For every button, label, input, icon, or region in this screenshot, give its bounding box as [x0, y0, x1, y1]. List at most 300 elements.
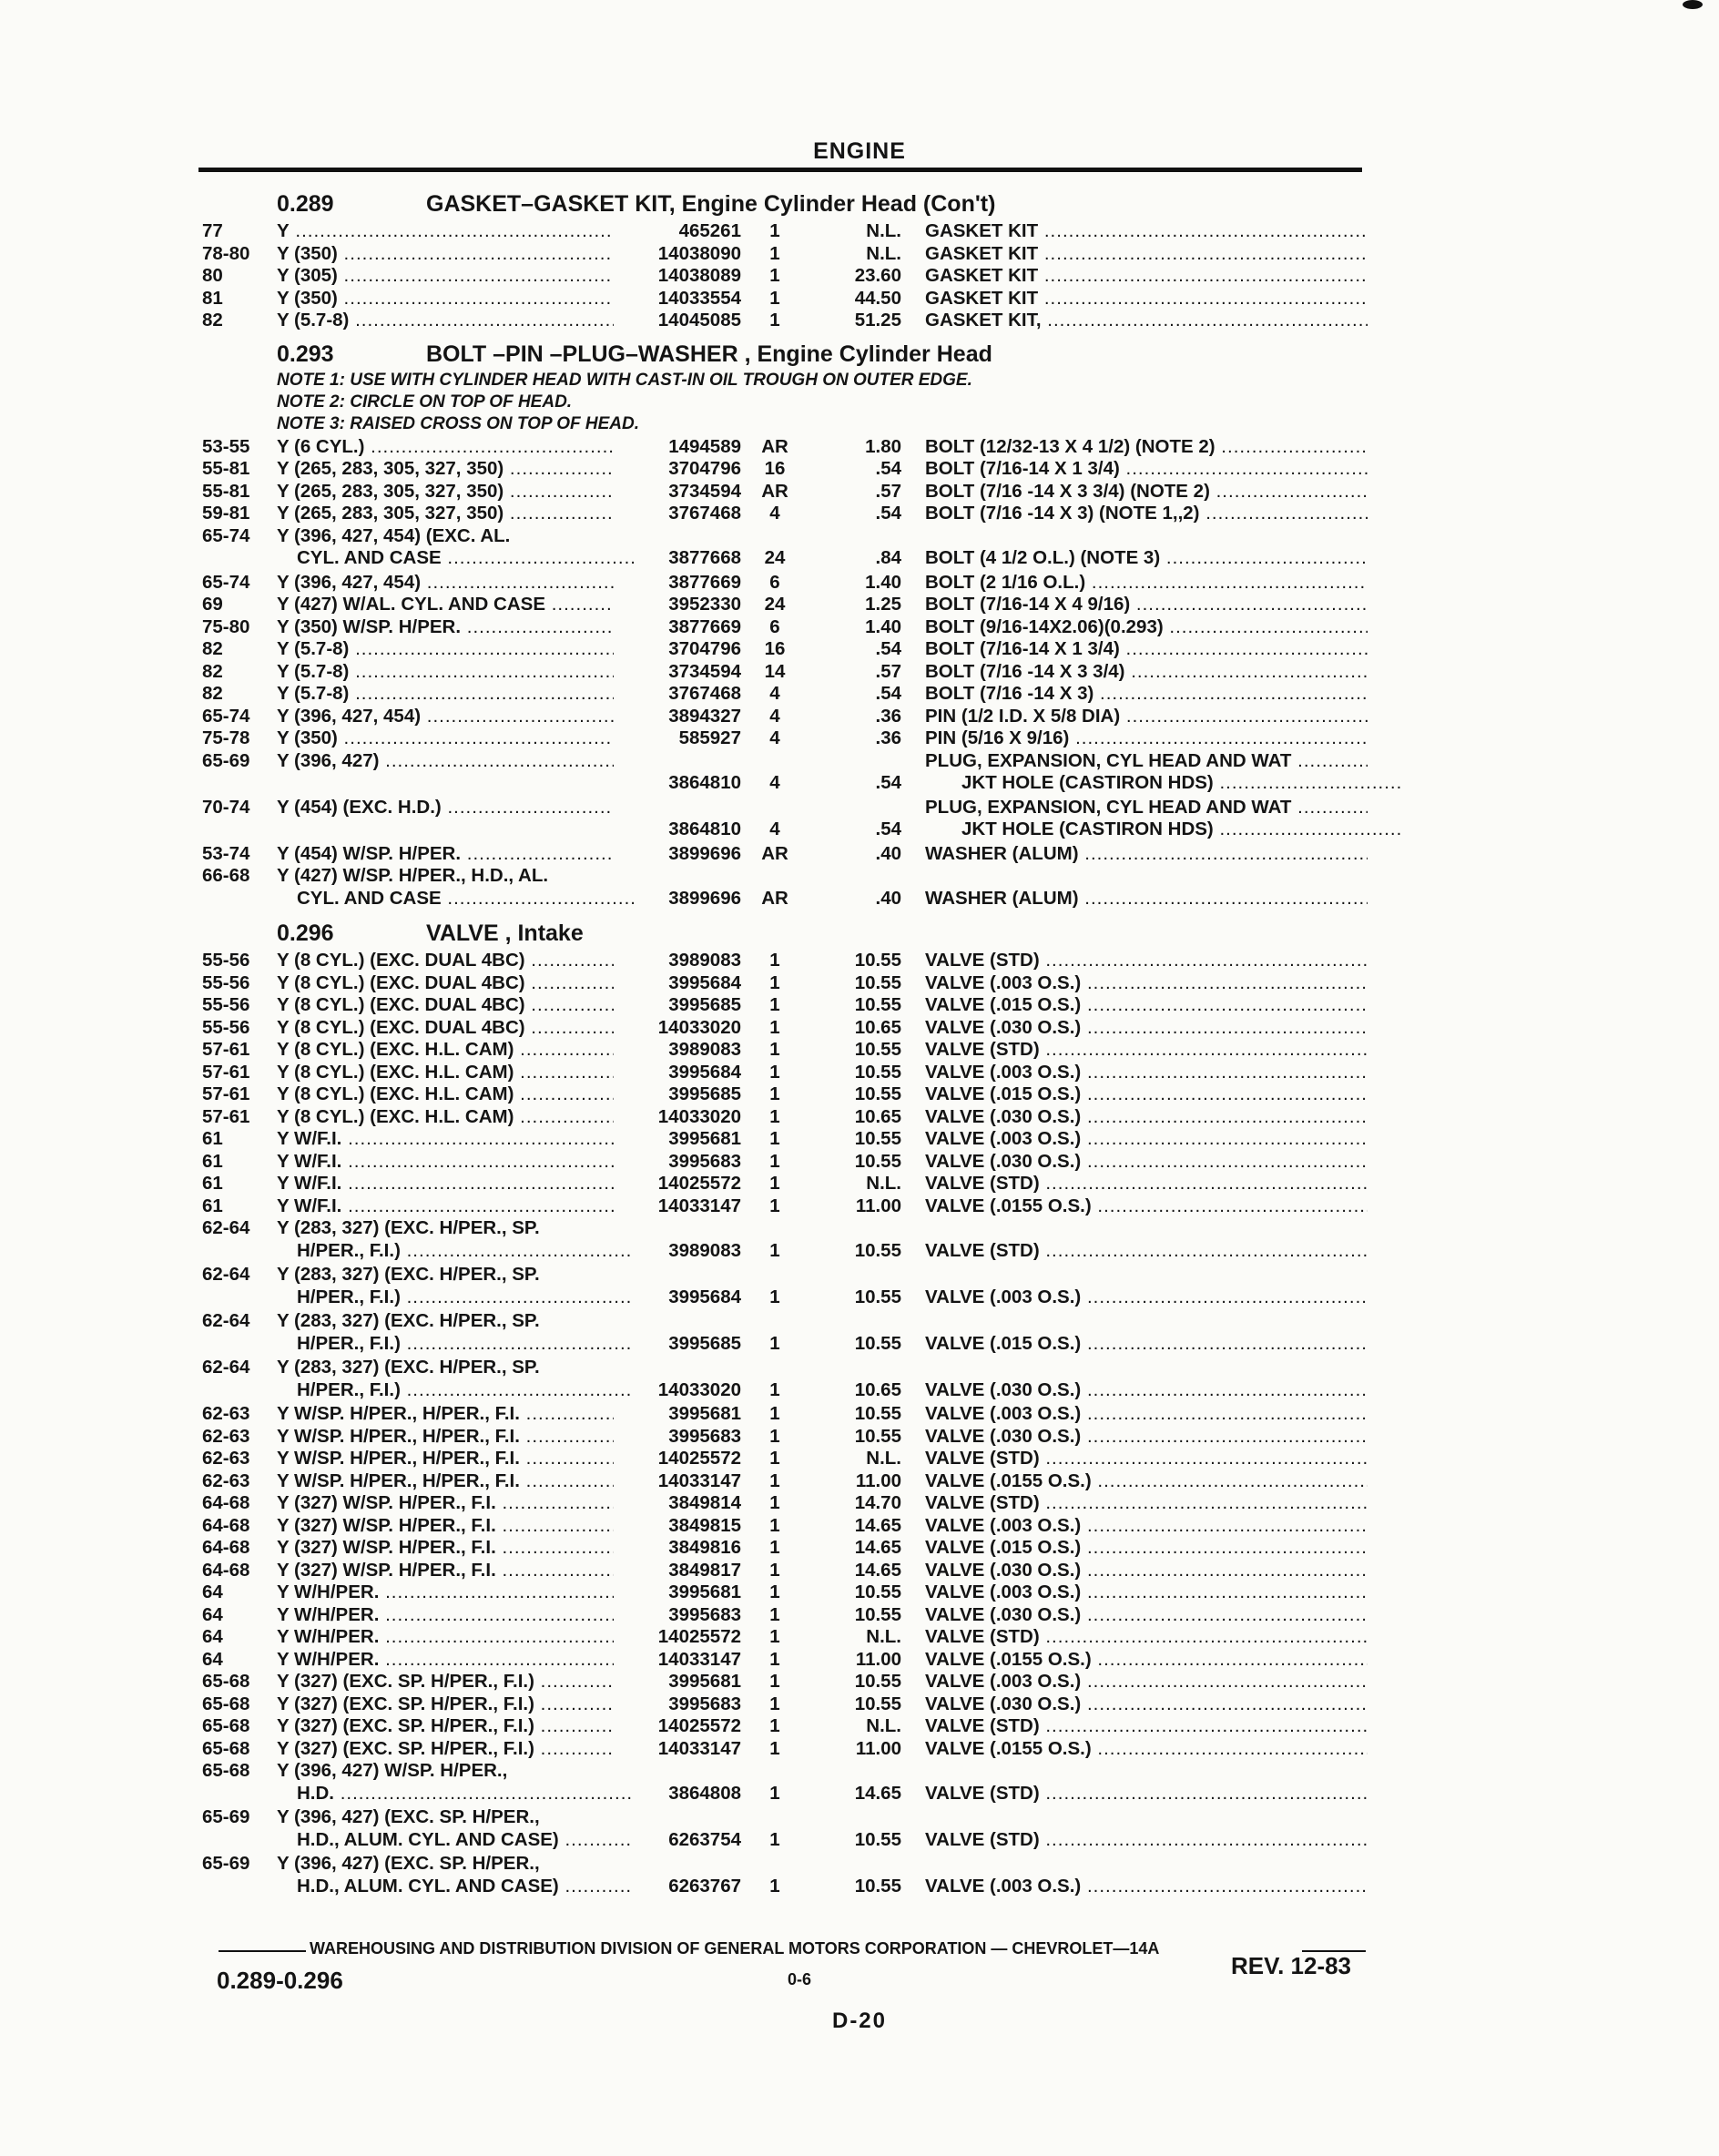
- part-number: 3995683: [668, 1425, 741, 1447]
- model-years: 65-68: [202, 1671, 250, 1692]
- model-years: 65-68: [202, 1693, 250, 1714]
- part-number: 6263767: [668, 1875, 741, 1897]
- application-desc: Y (396, 427) .....: [277, 750, 614, 772]
- model-years: 55-81: [202, 480, 250, 502]
- part-name: VALVE (.030 O.S.) .....: [925, 1604, 1368, 1626]
- part-name: WASHER (ALUM) .....: [925, 888, 1368, 910]
- application-desc: Y (350) .....: [277, 288, 614, 310]
- model-years: 53-55: [202, 435, 250, 457]
- application-desc: H/PER., F.I.) .....: [277, 1379, 634, 1401]
- part-name: BOLT (7/16 -14 X 3 3/4) (NOTE 2) .....: [925, 481, 1368, 503]
- footer-division: WAREHOUSING AND DISTRIBUTION DIVISION OF GENERAL MOTORS CORPORATION — CHEVROLET—14A: [310, 1939, 1160, 1958]
- model-years: 64-68: [202, 1492, 250, 1513]
- quantity: 1: [769, 1626, 780, 1647]
- model-years: 77: [202, 220, 223, 241]
- part-number: 3899696: [668, 842, 741, 864]
- price: 10.55: [854, 1693, 901, 1714]
- application-desc: Y (283, 327) (EXC. H/PER., SP.: [277, 1310, 540, 1331]
- table-row: [0, 1128, 1719, 1151]
- table-row: [0, 594, 1719, 616]
- model-years: 62-64: [202, 1264, 250, 1285]
- part-number: 3995683: [668, 1603, 741, 1625]
- price: 10.65: [854, 1105, 901, 1127]
- application-desc: CYL. AND CASE .....: [277, 888, 634, 910]
- table-row: [0, 972, 1719, 995]
- model-years: 55-56: [202, 950, 250, 971]
- part-number: 3877669: [668, 615, 741, 637]
- quantity: 1: [769, 1039, 780, 1060]
- model-years: 64: [202, 1581, 223, 1602]
- application-desc: Y (283, 327) (EXC. H/PER., SP.: [277, 1357, 540, 1378]
- model-years: 62-64: [202, 1217, 250, 1238]
- part-number: 6263754: [668, 1828, 741, 1850]
- table-row: [0, 1560, 1719, 1582]
- part-number: 3952330: [668, 594, 741, 615]
- part-name: VALVE (.003 O.S.) .....: [925, 1671, 1368, 1693]
- table-row: [0, 1492, 1719, 1515]
- table-row: [0, 1310, 1719, 1355]
- price: 14.65: [854, 1514, 901, 1536]
- table-row: [0, 1671, 1719, 1693]
- part-name: VALVE (STD) .....: [925, 1829, 1368, 1851]
- part-number: 3849814: [668, 1492, 741, 1513]
- part-name: VALVE (.015 O.S.) .....: [925, 1333, 1368, 1355]
- price: .54: [875, 503, 901, 524]
- application-desc: Y (427) W/AL. CYL. AND CASE .....: [277, 594, 614, 615]
- quantity: 1: [769, 1083, 780, 1104]
- part-name: VALVE (.030 O.S.) .....: [925, 1426, 1368, 1448]
- quantity: 1: [769, 1173, 780, 1194]
- model-years: 61: [202, 1195, 223, 1216]
- table-row: [0, 1403, 1719, 1426]
- model-years: 65-69: [202, 1806, 250, 1827]
- quantity: 1: [769, 1150, 780, 1172]
- part-name: VALVE (.003 O.S.) .....: [925, 1062, 1368, 1083]
- part-name: JKT HOLE (CASTIRON HDS) .....: [925, 819, 1404, 840]
- table-row: [0, 1195, 1719, 1218]
- part-number: 14025572: [657, 1448, 741, 1469]
- model-years: 70-74: [202, 796, 250, 818]
- application-desc: Y (327) W/SP. H/PER., F.I. .....: [277, 1492, 614, 1514]
- application-desc: Y (396, 427, 454) .....: [277, 706, 614, 727]
- price: 14.70: [854, 1492, 901, 1513]
- part-name: WASHER (ALUM) .....: [925, 843, 1368, 865]
- price: 10.55: [854, 1581, 901, 1602]
- quantity: AR: [761, 435, 788, 457]
- application-desc: Y (5.7-8) .....: [277, 638, 614, 660]
- part-number: 14033147: [657, 1737, 741, 1759]
- price: .54: [875, 772, 901, 793]
- table-row: [0, 1515, 1719, 1538]
- section-note: NOTE 2: CIRCLE ON TOP OF HEAD.: [277, 392, 573, 412]
- application-desc: Y (5.7-8) .....: [277, 310, 614, 331]
- price: N.L.: [866, 1715, 901, 1736]
- quantity: 1: [769, 1470, 780, 1491]
- table-row: [0, 458, 1719, 481]
- quantity: 4: [769, 772, 780, 793]
- table-row: [0, 616, 1719, 639]
- page-number: D-20: [831, 2009, 888, 2033]
- application-desc: Y (396, 427) (EXC. SP. H/PER.,: [277, 1806, 540, 1827]
- table-row: [0, 1264, 1719, 1308]
- model-years: 64: [202, 1648, 223, 1670]
- price: 10.55: [854, 1671, 901, 1692]
- application-desc: Y (396, 427) (EXC. SP. H/PER.,: [277, 1853, 540, 1874]
- model-years: 65-69: [202, 1853, 250, 1874]
- table-row: [0, 683, 1719, 706]
- part-name: VALVE (.0155 O.S.) .....: [925, 1470, 1368, 1492]
- part-number: 3995684: [668, 1286, 741, 1307]
- part-name: VALVE (.030 O.S.) .....: [925, 1379, 1368, 1401]
- part-number: 3995684: [668, 1061, 741, 1083]
- table-row: [0, 220, 1719, 243]
- part-name: VALVE (.030 O.S.) .....: [925, 1106, 1368, 1128]
- table-row: [0, 843, 1719, 866]
- model-years: 62-63: [202, 1425, 250, 1447]
- part-name: GASKET KIT .....: [925, 288, 1368, 310]
- price: 10.55: [854, 1239, 901, 1261]
- part-name: VALVE (.0155 O.S.) .....: [925, 1738, 1368, 1760]
- price: 51.25: [854, 310, 901, 331]
- part-number: 3734594: [668, 480, 741, 502]
- part-number: 465261: [678, 220, 741, 241]
- part-name: PLUG, EXPANSION, CYL HEAD AND WAT .....: [925, 797, 1368, 819]
- application-desc: Y W/H/PER. .....: [277, 1649, 614, 1671]
- price: 1.25: [865, 594, 901, 615]
- table-row: [0, 1151, 1719, 1174]
- model-years: 64-68: [202, 1559, 250, 1581]
- price: 10.55: [854, 1039, 901, 1060]
- application-desc: Y (265, 283, 305, 327, 350) .....: [277, 503, 614, 524]
- part-number: 14045085: [657, 310, 741, 331]
- table-row: [0, 1806, 1719, 1851]
- section-title: BOLT –PIN –PLUG–WASHER , Engine Cylinder Head: [426, 341, 992, 367]
- price: 10.55: [854, 1828, 901, 1850]
- application-desc: Y W/SP. H/PER., H/PER., F.I. .....: [277, 1426, 614, 1448]
- part-name: VALVE (STD) .....: [925, 1783, 1368, 1805]
- quantity: 14: [764, 660, 786, 682]
- model-years: 64-68: [202, 1537, 250, 1558]
- part-number: 14033020: [657, 1016, 741, 1038]
- quantity: 16: [764, 458, 786, 479]
- price: .36: [875, 705, 901, 727]
- table-row: [0, 1581, 1719, 1604]
- part-name: BOLT (7/16-14 X 1 3/4) .....: [925, 458, 1368, 480]
- part-number: 3704796: [668, 458, 741, 479]
- price: 10.55: [854, 1403, 901, 1424]
- price: 14.65: [854, 1537, 901, 1558]
- table-row: [0, 503, 1719, 525]
- application-desc: Y (305) .....: [277, 265, 614, 287]
- application-desc: Y (5.7-8) .....: [277, 661, 614, 683]
- part-name: VALVE (.030 O.S.) .....: [925, 1017, 1368, 1039]
- quantity: 1: [769, 1603, 780, 1625]
- part-number: 3899696: [668, 887, 741, 909]
- quantity: 1: [769, 971, 780, 993]
- application-desc: Y (8 CYL.) (EXC. DUAL 4BC) .....: [277, 1017, 614, 1039]
- price: .40: [875, 842, 901, 864]
- part-number: 3849815: [668, 1514, 741, 1536]
- price: 10.55: [854, 1286, 901, 1307]
- part-name: GASKET KIT .....: [925, 243, 1368, 265]
- quantity: 4: [769, 819, 780, 839]
- price: 11.00: [855, 1737, 901, 1759]
- table-row: [0, 1715, 1719, 1738]
- price: 10.55: [854, 1603, 901, 1625]
- part-number: 3704796: [668, 638, 741, 659]
- part-number: 14025572: [657, 1626, 741, 1647]
- price: 14.65: [854, 1559, 901, 1581]
- quantity: 1: [769, 1648, 780, 1670]
- table-row: [0, 1426, 1719, 1449]
- part-name: GASKET KIT, .....: [925, 310, 1368, 331]
- price: 10.55: [854, 950, 901, 971]
- table-row: [0, 797, 1719, 841]
- model-years: 65-74: [202, 524, 250, 546]
- price: N.L.: [866, 1173, 901, 1194]
- price: 23.60: [854, 265, 901, 286]
- part-number: 3995681: [668, 1581, 741, 1602]
- application-desc: Y (283, 327) (EXC. H/PER., SP.: [277, 1264, 540, 1285]
- section-number: 0.289: [277, 191, 334, 217]
- part-number: 3995681: [668, 1128, 741, 1149]
- application-desc: Y (350) .....: [277, 727, 614, 749]
- application-desc: Y (6 CYL.) .....: [277, 436, 614, 458]
- model-years: 65-74: [202, 705, 250, 727]
- price: .57: [875, 660, 901, 682]
- application-desc: Y (327) (EXC. SP. H/PER., F.I.) .....: [277, 1693, 614, 1715]
- application-desc: Y (396, 427) W/SP. H/PER.,: [277, 1760, 508, 1781]
- table-row: [0, 265, 1719, 288]
- part-name: VALVE (.003 O.S.) .....: [925, 1515, 1368, 1537]
- table-row: [0, 1083, 1719, 1106]
- table-row: [0, 436, 1719, 459]
- application-desc: Y W/SP. H/PER., H/PER., F.I. .....: [277, 1403, 614, 1425]
- part-name: VALVE (.003 O.S.) .....: [925, 1403, 1368, 1425]
- model-years: 64-68: [202, 1514, 250, 1536]
- application-desc: Y (327) W/SP. H/PER., F.I. .....: [277, 1515, 614, 1537]
- quantity: 1: [769, 1425, 780, 1447]
- quantity: 24: [764, 547, 786, 568]
- part-number: 3877668: [668, 547, 741, 568]
- model-years: 78-80: [202, 242, 250, 264]
- application-desc: Y (8 CYL.) (EXC. H.L. CAM) .....: [277, 1106, 614, 1128]
- application-desc: Y (8 CYL.) (EXC. H.L. CAM) .....: [277, 1083, 614, 1105]
- application-desc: Y (8 CYL.) (EXC. DUAL 4BC) .....: [277, 994, 614, 1016]
- part-number: 14033147: [657, 1195, 741, 1216]
- model-years: 62-64: [202, 1310, 250, 1331]
- quantity: 1: [769, 220, 780, 241]
- model-years: 57-61: [202, 1105, 250, 1127]
- application-desc: Y .....: [277, 220, 614, 242]
- quantity: 4: [769, 705, 780, 727]
- quantity: 4: [769, 503, 780, 524]
- part-number: 3989083: [668, 1039, 741, 1060]
- part-number: 3989083: [668, 1239, 741, 1261]
- model-years: 64: [202, 1603, 223, 1625]
- table-row: [0, 706, 1719, 728]
- price: N.L.: [866, 1626, 901, 1647]
- model-years: 69: [202, 594, 223, 615]
- application-desc: CYL. AND CASE .....: [277, 547, 634, 569]
- quantity: 1: [769, 1492, 780, 1513]
- part-number: 3995681: [668, 1403, 741, 1424]
- part-number: 3995685: [668, 1083, 741, 1104]
- price: .84: [875, 547, 901, 568]
- part-name: VALVE (.0155 O.S.) .....: [925, 1649, 1368, 1671]
- table-row: [0, 727, 1719, 750]
- quantity: 1: [769, 950, 780, 971]
- footer-section-range: 0.289-0.296: [217, 1967, 343, 1994]
- price: N.L.: [866, 1448, 901, 1469]
- price: N.L.: [866, 220, 901, 241]
- quantity: 1: [769, 1715, 780, 1736]
- application-desc: H.D., ALUM. CYL. AND CASE) .....: [277, 1876, 634, 1897]
- quantity: 1: [769, 1105, 780, 1127]
- part-name: GASKET KIT .....: [925, 265, 1368, 287]
- part-number: 3864808: [668, 1782, 741, 1804]
- model-years: 75-80: [202, 615, 250, 637]
- table-row: [0, 1693, 1719, 1716]
- quantity: 1: [769, 1128, 780, 1149]
- quantity: 24: [764, 594, 786, 615]
- part-number: 3864810: [668, 772, 741, 793]
- table-row: [0, 994, 1719, 1017]
- application-desc: Y (283, 327) (EXC. H/PER., SP.: [277, 1217, 540, 1238]
- part-number: 14025572: [657, 1173, 741, 1194]
- quantity: 4: [769, 683, 780, 704]
- application-desc: Y (454) W/SP. H/PER. .....: [277, 843, 614, 865]
- price: 10.65: [854, 1016, 901, 1038]
- part-name: VALVE (.0155 O.S.) .....: [925, 1195, 1368, 1217]
- part-number: 3767468: [668, 503, 741, 524]
- quantity: 1: [769, 1782, 780, 1804]
- price: 11.00: [855, 1648, 901, 1670]
- part-number: 14038089: [657, 265, 741, 286]
- part-name: VALVE (.003 O.S.) .....: [925, 1876, 1368, 1897]
- table-row: [0, 1357, 1719, 1401]
- application-desc: Y (327) W/SP. H/PER., F.I. .....: [277, 1560, 614, 1581]
- table-row: [0, 288, 1719, 310]
- table-row: [0, 1537, 1719, 1560]
- application-desc: Y (327) (EXC. SP. H/PER., F.I.) .....: [277, 1715, 614, 1737]
- quantity: 1: [769, 1737, 780, 1759]
- section-title: VALVE , Intake: [426, 920, 584, 946]
- application-desc: Y (8 CYL.) (EXC. DUAL 4BC) .....: [277, 972, 614, 994]
- quantity: 1: [769, 310, 780, 331]
- part-name: VALVE (.003 O.S.) .....: [925, 1581, 1368, 1603]
- application-desc: H.D. .....: [277, 1783, 634, 1805]
- model-years: 65-69: [202, 749, 250, 771]
- application-desc: Y (8 CYL.) (EXC. DUAL 4BC) .....: [277, 950, 614, 971]
- part-number: 3995685: [668, 994, 741, 1015]
- quantity: 6: [769, 615, 780, 637]
- price: 10.55: [854, 1061, 901, 1083]
- part-name: VALVE (.003 O.S.) .....: [925, 972, 1368, 994]
- part-name: VALVE (STD) .....: [925, 1173, 1368, 1195]
- part-name: VALVE (.030 O.S.) .....: [925, 1693, 1368, 1715]
- part-number: 3995683: [668, 1150, 741, 1172]
- table-row: [0, 1448, 1719, 1470]
- model-years: 82: [202, 310, 223, 331]
- price: N.L.: [866, 242, 901, 264]
- part-name: VALVE (.003 O.S.) .....: [925, 1286, 1368, 1308]
- price: .36: [875, 727, 901, 748]
- quantity: 1: [769, 1514, 780, 1536]
- price: 10.55: [854, 994, 901, 1015]
- application-desc: Y (265, 283, 305, 327, 350) .....: [277, 481, 614, 503]
- section-number: 0.296: [277, 920, 334, 946]
- application-desc: Y W/SP. H/PER., H/PER., F.I. .....: [277, 1448, 614, 1470]
- part-name: VALVE (.015 O.S.) .....: [925, 994, 1368, 1016]
- part-name: BOLT (7/16 -14 X 3 3/4) .....: [925, 661, 1368, 683]
- table-row: [0, 638, 1719, 661]
- section-number: 0.293: [277, 341, 334, 367]
- application-desc: Y (396, 427, 454) (EXC. AL.: [277, 524, 511, 546]
- part-name: VALVE (.003 O.S.) .....: [925, 1128, 1368, 1150]
- table-row: [0, 1062, 1719, 1084]
- part-number: 3864810: [668, 819, 741, 839]
- quantity: AR: [761, 480, 788, 502]
- quantity: 4: [769, 727, 780, 748]
- page-header: ENGINE: [813, 138, 906, 164]
- application-desc: Y (350) W/SP. H/PER. .....: [277, 616, 614, 638]
- application-desc: Y W/H/PER. .....: [277, 1604, 614, 1626]
- part-number: 1494589: [668, 435, 741, 457]
- part-name: BOLT (9/16-14X2.06)(0.293) .....: [925, 616, 1368, 638]
- model-years: 65-68: [202, 1760, 250, 1781]
- part-number: 14038090: [657, 242, 741, 264]
- part-name: BOLT (2 1/16 O.L.) .....: [925, 572, 1368, 594]
- part-name: VALVE (STD) .....: [925, 1240, 1368, 1262]
- part-number: 14033147: [657, 1648, 741, 1670]
- table-row: [0, 1470, 1719, 1493]
- model-years: 57-61: [202, 1061, 250, 1083]
- part-number: 3767468: [668, 683, 741, 704]
- application-desc: H/PER., F.I.) .....: [277, 1240, 634, 1262]
- table-row: [0, 243, 1719, 266]
- table-row: [0, 572, 1719, 595]
- quantity: 1: [769, 1448, 780, 1469]
- part-number: 3995683: [668, 1693, 741, 1714]
- part-name: VALVE (.015 O.S.) .....: [925, 1083, 1368, 1105]
- quantity: 1: [769, 1581, 780, 1602]
- price: 10.55: [854, 971, 901, 993]
- table-row: [0, 1039, 1719, 1062]
- part-number: 14033147: [657, 1470, 741, 1491]
- table-row: [0, 661, 1719, 684]
- model-years: 62-63: [202, 1448, 250, 1469]
- section-note: NOTE 3: RAISED CROSS ON TOP OF HEAD.: [277, 413, 639, 433]
- part-name: PIN (1/2 I.D. X 5/8 DIA) .....: [925, 706, 1368, 727]
- application-desc: Y W/SP. H/PER., H/PER., F.I. .....: [277, 1470, 614, 1492]
- price: 44.50: [854, 287, 901, 309]
- model-years: 55-56: [202, 994, 250, 1015]
- application-desc: H/PER., F.I.) .....: [277, 1286, 634, 1308]
- quantity: 1: [769, 1378, 780, 1400]
- application-desc: H.D., ALUM. CYL. AND CASE) .....: [277, 1829, 634, 1851]
- quantity: 1: [769, 287, 780, 309]
- part-number: 3894327: [668, 705, 741, 727]
- quantity: 1: [769, 265, 780, 286]
- model-years: 62-63: [202, 1470, 250, 1491]
- application-desc: Y W/F.I. .....: [277, 1128, 614, 1150]
- part-name: BOLT (12/32-13 X 4 1/2) (NOTE 2) .....: [925, 436, 1368, 458]
- model-years: 62-64: [202, 1357, 250, 1378]
- table-row: [0, 310, 1719, 332]
- part-number: 3877669: [668, 571, 741, 593]
- part-name: GASKET KIT .....: [925, 220, 1368, 242]
